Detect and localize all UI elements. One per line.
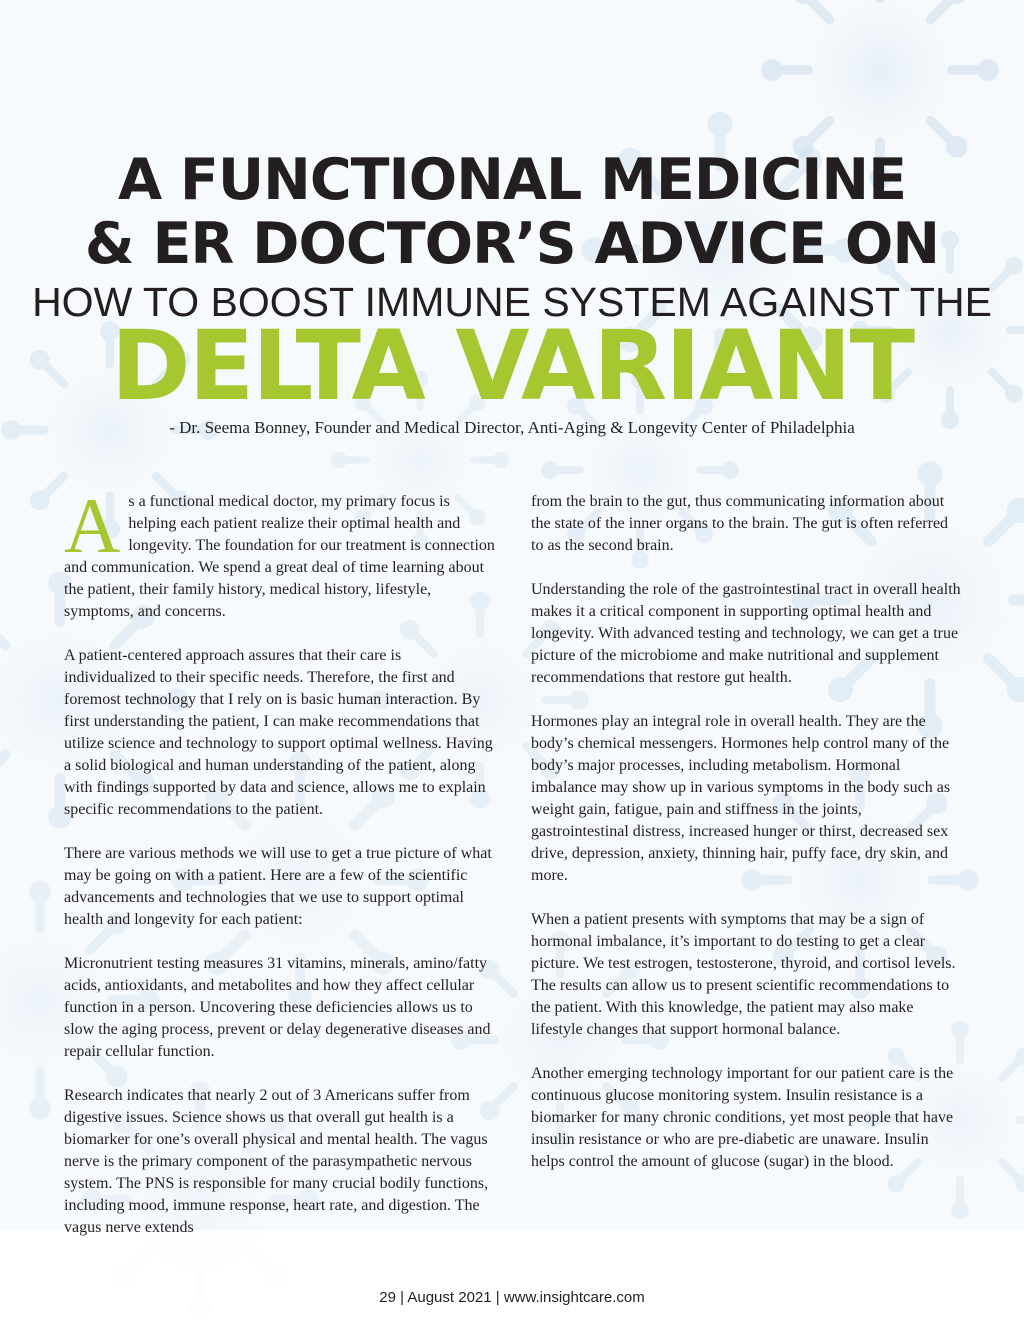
page-footer: 29 | August 2021 | www.insightcare.com <box>379 1289 645 1306</box>
article-paragraph: Another emerging technology important for our patient care is the continuous glucose monitoring system. Insulin resistance is a biomarker for many chronic conditions, yet most people that have insulin resistance or who are pre-diabetic are unaware. Insulin helps control the amount of glucose (sugar) in the blood. <box>531 1065 954 1170</box>
article-paragraph: Research indicates that nearly 2 out of 3 Americans suffer from digestive issues. Science shows us that overall gut health is a biomarker for one’s overall physical and mental health. The vagus nerve is the primary component of the parasympathetic nervous system. The PNS is responsible for many crucial bodily functions, including mood, immune response, heart rate, and digestion. The vagus nerve extends <box>64 1087 489 1236</box>
article-column-right <box>531 491 963 1195</box>
drop-cap: A <box>64 482 121 569</box>
article-paragraph: Hormones play an integral role in overall health. They are the body’s chemical messengers. Hormones help control many of the body’s major processes, including metabolism. Hormonal imbalance may show up in various symptoms in the body such as weight gain, fatigue, pain and stiffness in the joints, gastrointestinal distress, increased hunger or thirst, decreased sex drive, depression, anxiety, thinning hair, puffy face, dry skin, and more. <box>531 713 951 884</box>
headline-line-2: & ER DOCTOR’S ADVICE ON <box>84 211 940 277</box>
article-paragraph: When a patient presents with symptoms that may be a sign of hormonal imbalance, it’s important to do testing to get a clear picture. We test estrogen, testosterone, thyroid, and cortisol levels. The results can allow us to present scientific recommendations to the patient. With this knowledge, the patient may also make lifestyle changes that support hormonal balance. <box>531 911 956 1038</box>
headline-line-1: A FUNCTIONAL MEDICINE <box>117 147 907 213</box>
article-paragraph: There are various methods we will use to get a true picture of what may be going on with a patient. Here are a few of the scientific advancements and technologies that we use to support optimal health and longevity for each patient: <box>64 845 492 928</box>
author-byline: - Dr. Seema Bonney, Founder and Medical Director, Anti-Aging & Longevity Center of Philadelphia <box>169 418 855 437</box>
headline-line-3: HOW TO BOOST IMMUNE SYSTEM AGAINST THE <box>32 279 992 325</box>
article-paragraph <box>64 482 496 623</box>
headline-delta-variant: DELTA VARIANT <box>110 310 914 422</box>
article-paragraph: A patient-centered approach assures that their care is individualized to their specific needs. Therefore, the first and foremost technology that I rely on is basic human interaction. By first understanding the patient, I can make recommendations that utilize science and technology to support optimal wellness. Having a solid biological and human understanding of the patient, along with findings supported by data and science, allows me to explain specific recommendations to the patient. <box>64 647 493 818</box>
article-paragraph: from the brain to the gut, thus communicating information about the state of the inner organs to the brain. The gut is often referred to as the second brain. <box>531 493 949 554</box>
article-paragraph: Micronutrient testing measures 31 vitamins, minerals, amino/fatty acids, antioxidants, and metabolites and how they affect cellular function in a person. Uncovering these deficiencies allows us to slow the aging process, prevent or delay degenerative diseases and repair cellular function. <box>64 955 491 1060</box>
article-column-left <box>64 482 496 1261</box>
paragraph-text: s a functional medical doctor, my primary focus is helping each patient realize their optimal health and longevity. The foundation for our treatment is connection and communication. We spend a great deal of time learning about the patient, their family history, medical history, lifestyle, symptoms, and concerns. <box>64 493 495 620</box>
article-paragraph: Understanding the role of the gastrointestinal tract in overall health makes it a critical component in supporting optimal health and longevity. With advanced testing and technology, we can get a true picture of the microbiome and make nutritional and supplement recommendations that restore gut health. <box>531 581 961 686</box>
